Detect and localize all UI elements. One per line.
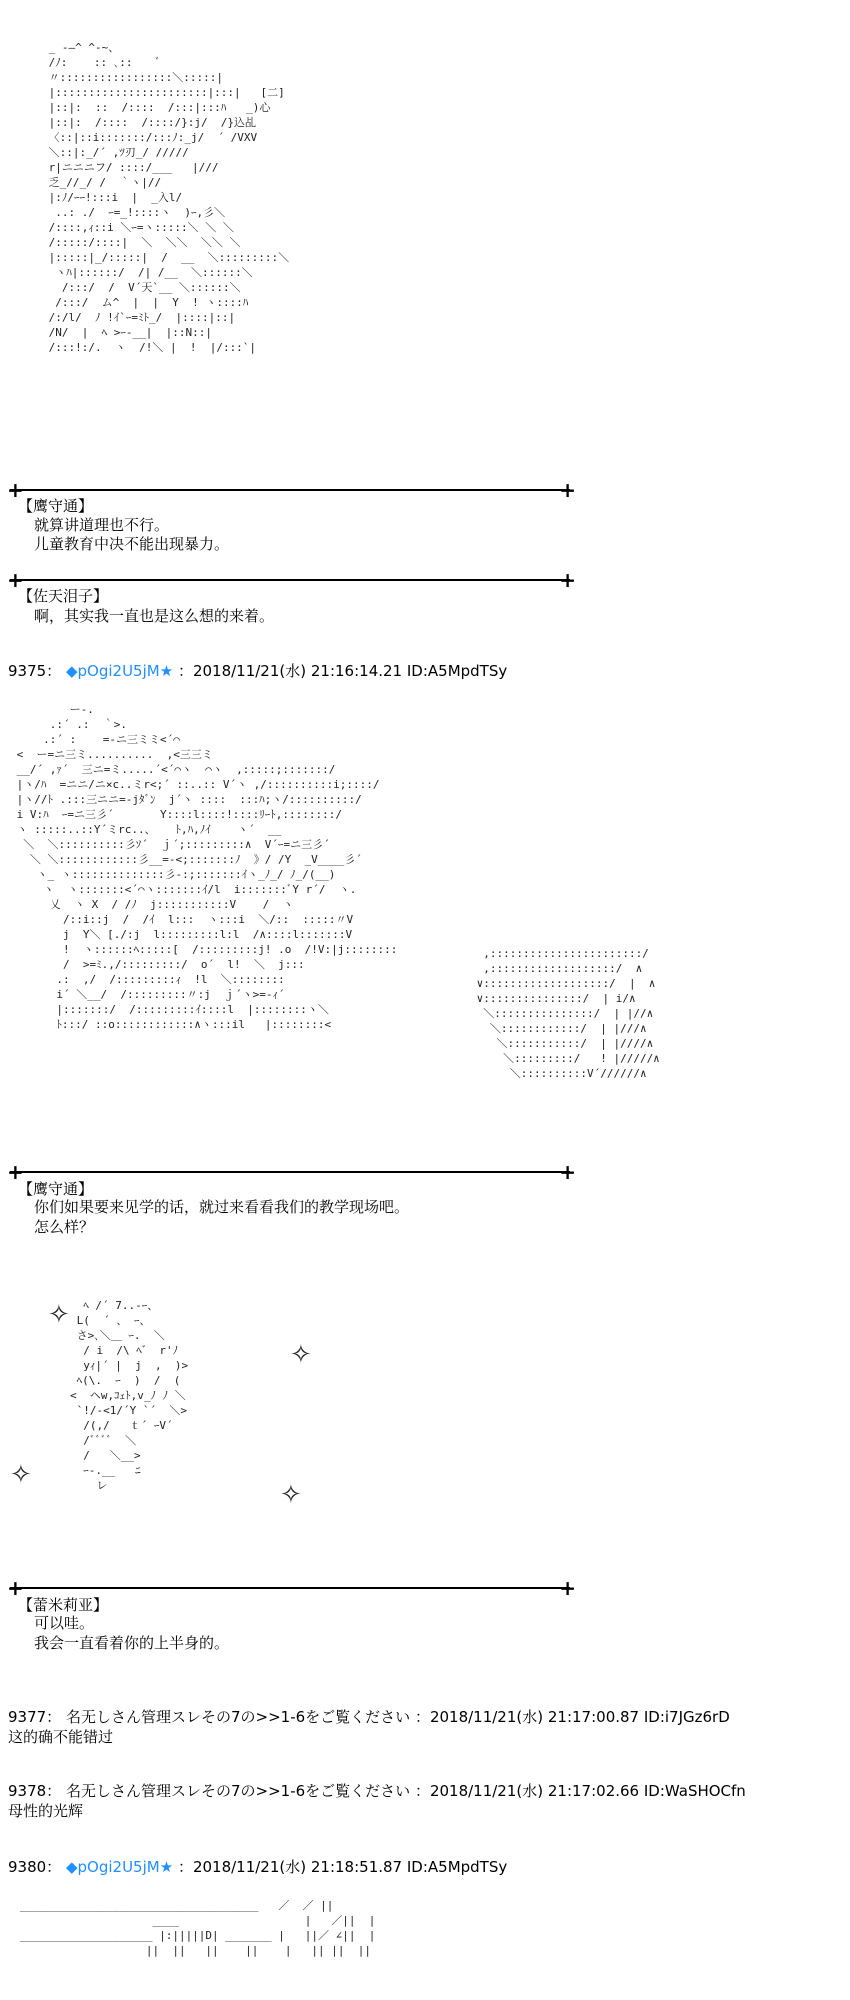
dialogue-line: 啊，其实我一直也是这么想的来着。: [34, 607, 275, 625]
post-header: [8, 1858, 507, 1876]
speaker-label: 【鹰守通】: [18, 1180, 94, 1198]
post-body: 母性的光辉: [8, 1802, 84, 1820]
sparkle-icon: ✧: [48, 1300, 70, 1330]
post-meta: ：2018/11/21(水) 21:18:51.87 ID:A5MpdTSy: [177, 1858, 508, 1876]
sparkle-icon: ✧: [10, 1460, 32, 1490]
sparkle-icon: ✧: [290, 1340, 312, 1370]
post-number: 9377：: [8, 1708, 62, 1726]
post-number: 9375：: [8, 662, 62, 680]
dialogue-line: 就算讲道理也不行。: [34, 516, 170, 534]
speaker-label: 【佐天泪子】: [18, 587, 109, 605]
dialogue-line: 你们如果要来见学的话，就过来看看我们的教学现场吧。: [34, 1198, 410, 1216]
poster-name[interactable]: 名无しさん管理スレその7の>>1-6をご覧ください: [65, 1708, 411, 1726]
post-meta: ：2018/11/21(水) 21:17:00.87 ID:i7JGz6rD: [414, 1708, 730, 1726]
poster-name[interactable]: 名无しさん管理スレその7の>>1-6をご覧ください: [65, 1782, 411, 1800]
poster-name[interactable]: ◆pOgi2U5jM★: [65, 662, 174, 680]
divider: + +: [7, 1576, 576, 1600]
post-header: [8, 1708, 730, 1726]
ascii-art-building: ____________________________________ ／ ／ || ____ | ／|| | ____________________ |:|||||D| _______ | ||／ ∠|| | || || || || | || || ||: [20, 1899, 376, 1957]
sparkle-icon: ✧: [280, 1480, 302, 1510]
post-header: [8, 662, 507, 680]
post-number: 9380：: [8, 1858, 62, 1876]
post-body: 这的确不能错过: [8, 1728, 114, 1746]
speaker-label: 【蕾米莉亚】: [18, 1596, 109, 1614]
dialogue-line: 我会一直看着你的上半身的。: [34, 1634, 230, 1652]
post-number: 9378：: [8, 1782, 62, 1800]
ascii-art-small-character: ﾍ /´ 7..-ｰ、 L( ´ 、 ｰ、 さ>､＼＿ ｰ. ＼ / i /\ ﾍ゛ r'ﾉ yｨ|´ | j , )> ﾍ(\. ｰ ) / ( < ヘw,ｺｪﾄ,v_ﾉ ﾉ ＼ `!/-<1/´Y `´ ＼> /(,/ ｔ´ ｰV´ /ﾞﾞﾞﾞ ＼ / ＼__> ｰ-.__ ﾆ レ: [70, 1299, 189, 1492]
post-meta: ：2018/11/21(水) 21:17:02.66 ID:WaSHOCfn: [414, 1782, 746, 1800]
dialogue-line: 儿童教育中决不能出现暴力。: [34, 535, 230, 553]
ascii-art-character-top: _ -―^ ^-~、 /ﾉ: :: ､:: ﾞ 〃:::::::::::::::::＼:::::| |:::::::::::::::::::::::|:::| [二] |::|: :: /:::: /:::|:::ﾊ _)心 |::|: /:::: /::::/}:j/ /}込乩 〈::|::i:::::::/:::ﾉ:_j/ ´ /VXV ＼::|:_/´ ,ﾂ刃_/ ///// r|ニニニフ/ ::::/___ |/// 乏_//_/ / ｀ヽ|// |:ﾉ/ｰｰ!:::i | _入l/ ..: ./ ｰ=_!::::ヽ )ｰ,彡＼ /::::,ｨ::i ＼ｰ=ヽ:::::＼ ＼ ＼ /:::::/::::| ＼ ＼＼ ＼＼ ＼ |:::::|_/:::::| / __ ＼:::::::::＼ ヽﾊ|::::::/ /| /__ ＼::::::＼ /:::/ / V´天`__ ＼::::::＼ /:::/ ム^ | | Y ! ヽ::::ﾊ /:/l/ ﾉ !ｲ`ｰ=ﾐﾄ_/ |::::|::| /N/ | ﾍ >ｰ-__| |::N::| /:::!:/. ヽ /!＼ | ! |/:::`|: [48, 41, 290, 354]
dialogue-line: 怎么样？: [34, 1218, 95, 1236]
ascii-art-scene: ー-. .:´ .: ｀>. .:´ : =-ニ三ミミ<´⌒ < ー=ニ三ミ.......... ,<三三ミ __/´ ,ｧ´ 三ニ=ミ.....´<´⌒ヽ ⌒ヽ ,:::::;:::::::/ |ヽ/ﾊ =ニニ/ニ×c..ミr<;´ ::..:: V´ヽ ,/::::::::::i;::::/ |ヽ//ﾄ .:::三ニニ=-jﾀﾞﾝ j´ヽ :::: :::ﾊ;ヽ/::::::::::/ i V:ﾊ ｰ=ニ三彡´ Y::::l::::!::::ﾘｰﾄ,::::::::/ ヽ :::::..::Y´ミrc..、 ﾄ,ﾊ,ﾉｲ ヽ´ __ ＼ ＼::::::::::彡ｿ´ ｊ´;:::::::::∧ V´ｰ=ニ三彡´ ＼ ＼::::::::::::彡__=-<;:::::::ﾉ 》/ /Y _V____彡´ ヽ_ ヽ::::::::::::::彡-:;:::::::ｲヽ_ﾉ_/ ﾉ_/(__) ヽ ヽ:::::::<´⌒ヽ:::::::ｲ/l i:::::::ﾞY r´/ ヽ. 乂 ヽ X / /ﾉ j:::::::::::V / ヽ /::i::j / /ｲ l::: ヽ:::i ＼/:: :::::〃V j Y＼ [./:j l:::::::::l:l /∧::::l:::::::V ! ヽ::::::ﾍ:::::[ /:::::::::j! .o /!V:|j:::::::: / >=ﾐ.,/:::::::::/ o´ l! ＼ j::: .: ,/ /:::::::::ｨ !l ＼:::::::: i´ ＼__/ /:::::::::〃:j ｊ´ヽ>=-ｨ´ |:::::::/ /:::::::::ｲ::::l |::::::::ヽ＼ ﾄ:::/ ::o::::::::::::∧ヽ:::il |::::::::<: [16, 703, 398, 1031]
post-meta: ：2018/11/21(水) 21:16:14.21 ID:A5MpdTSy: [177, 662, 508, 680]
speaker-label: 【鹰守通】: [18, 497, 94, 515]
divider: + +: [7, 1160, 576, 1184]
divider: + +: [7, 478, 576, 502]
divider: + +: [7, 568, 576, 592]
ascii-art-scene-right: ,:::::::::::::::::::::::/ ,:::::::::::::::::::/ ∧ ∨:::::::::::::::::::/ | ∧ ∨:::::::::::::::/ | i/∧ ＼:::::::::::::::/ | |//∧ ＼::::::::::::/ | |///∧ ＼:::::::::::/ | |////∧ ＼:::::::::/ ! |/////∧ ＼::::::::::V´//////∧: [476, 947, 660, 1080]
dialogue-line: 可以哇。: [34, 1614, 95, 1632]
poster-name[interactable]: ◆pOgi2U5jM★: [65, 1858, 174, 1876]
post-header: [8, 1782, 746, 1800]
